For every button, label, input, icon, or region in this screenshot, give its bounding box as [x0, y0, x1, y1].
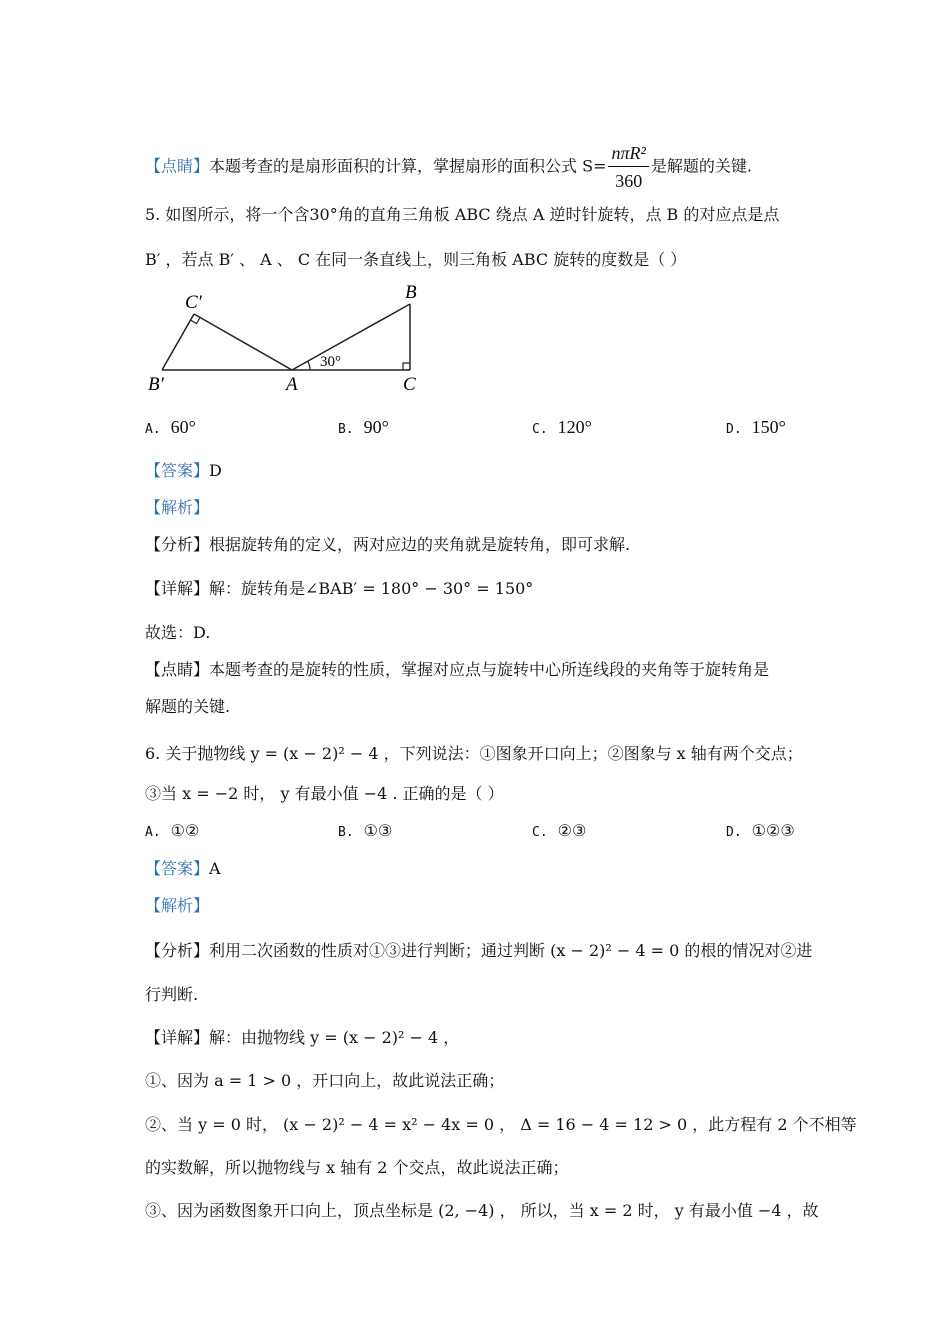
q6-option-d[interactable]: D. ①②③ [726, 821, 795, 840]
fraction-numerator: nπR² [608, 142, 648, 167]
q6-option-c[interactable]: C. ②③ [532, 821, 587, 840]
dianjing-text-after: 是解题的关键. [650, 156, 752, 176]
q6-item2-line1: ②、当 y = 0 时， (x − 2)² − 4 = x² − 4x = 0 ， Δ = 16 − 4 = 12 > 0 ，此方程有 2 个不相等 [145, 1115, 857, 1134]
label-c: C [403, 374, 416, 395]
sector-area-fraction [608, 142, 648, 192]
q6-xiangjie: 【详解】解：由抛物线 y = (x − 2)² − 4 ， [145, 1028, 460, 1047]
q6-option-a[interactable]: A. ①② [145, 821, 200, 840]
q5-fenxi: 【分析】根据旋转角的定义，两对应边的夹角就是旋转角，即可求解. [145, 535, 631, 554]
q6-fenxi-line1: 【分析】利用二次函数的性质对①③进行判断；通过判断 (x − 2)² − 4 = 0 的根的情况对②进 [145, 941, 813, 960]
q5-triangle-figure [140, 278, 440, 400]
dianjing-formula-line [145, 142, 810, 192]
dianjing-tag: 【点睛】 [145, 156, 210, 176]
right-angle-mark-c [403, 363, 410, 370]
angle-arc-30 [308, 361, 310, 370]
q6-fenxi-line2: 行判断. [145, 985, 199, 1004]
q5-dianjing-line2: 解题的关键. [145, 697, 231, 716]
edge-bprime-cprime [162, 314, 194, 370]
q6-analysis-heading: 【解析】 [145, 896, 210, 915]
q6-stem-line1: 6. 关于抛物线 y = (x − 2)² − 4 ，下列说法：①图象开口向上；②图象与 x 轴有两个交点； [145, 744, 803, 763]
q5-xiangjie: 【详解】解：旋转角是∠BAB′ = 180° − 30° = 150° [145, 579, 534, 598]
q6-item2-line2: 的实数解，所以抛物线与 x 轴有 2 个交点，故此说法正确； [145, 1158, 569, 1177]
label-b-prime: B′ [148, 374, 164, 395]
q5-stem-line1: 5. 如图所示，将一个含30°角的直角三角板 ABC 绕点 A 逆时针旋转，点 B 的对应点是点 [145, 205, 780, 224]
q5-answer: 【答案】D [145, 461, 222, 480]
label-b: B [405, 282, 417, 303]
label-30-degrees: 30° [320, 354, 341, 370]
q5-analysis-heading: 【解析】 [145, 498, 210, 517]
q6-answer: 【答案】A [145, 859, 221, 878]
q6-stem-line2: ③当 x = −2 时， y 有最小值 −4 . 正确的是（ ） [145, 784, 504, 803]
label-a: A [286, 374, 298, 395]
q5-option-d[interactable]: D. 150° [726, 417, 786, 437]
q5-stem-line2: B′ ，若点 B′ 、 A 、 C 在同一条直线上，则三角板 ABC 旋转的度数是（ ） [145, 250, 687, 269]
q5-option-c[interactable]: C. 120° [532, 417, 592, 437]
q5-choice: 故选：D. [145, 623, 211, 642]
edge-cprime-a [194, 314, 292, 370]
q6-option-b[interactable]: B. ①③ [338, 821, 393, 840]
label-c-prime: C′ [185, 292, 202, 313]
q5-option-a[interactable]: A. 60° [145, 417, 196, 437]
q5-option-b[interactable]: B. 90° [338, 417, 389, 437]
fraction-denominator: 360 [615, 171, 643, 191]
edge-a-b [292, 304, 410, 370]
q6-item1: ①、因为 a = 1 > 0 ，开口向上，故此说法正确； [145, 1071, 505, 1090]
q6-item3: ③、因为函数图象开口向上，顶点坐标是 (2, −4) ， 所以，当 x = 2 时， y 有最小值 −4 ，故 [145, 1201, 819, 1220]
q5-dianjing-line1: 【点睛】本题考查的是旋转的性质，掌握对应点与旋转中心所连线段的夹角等于旋转角是 [145, 660, 770, 679]
dianjing-text: 本题考查的是扇形面积的计算，掌握扇形的面积公式 S= [209, 156, 607, 176]
